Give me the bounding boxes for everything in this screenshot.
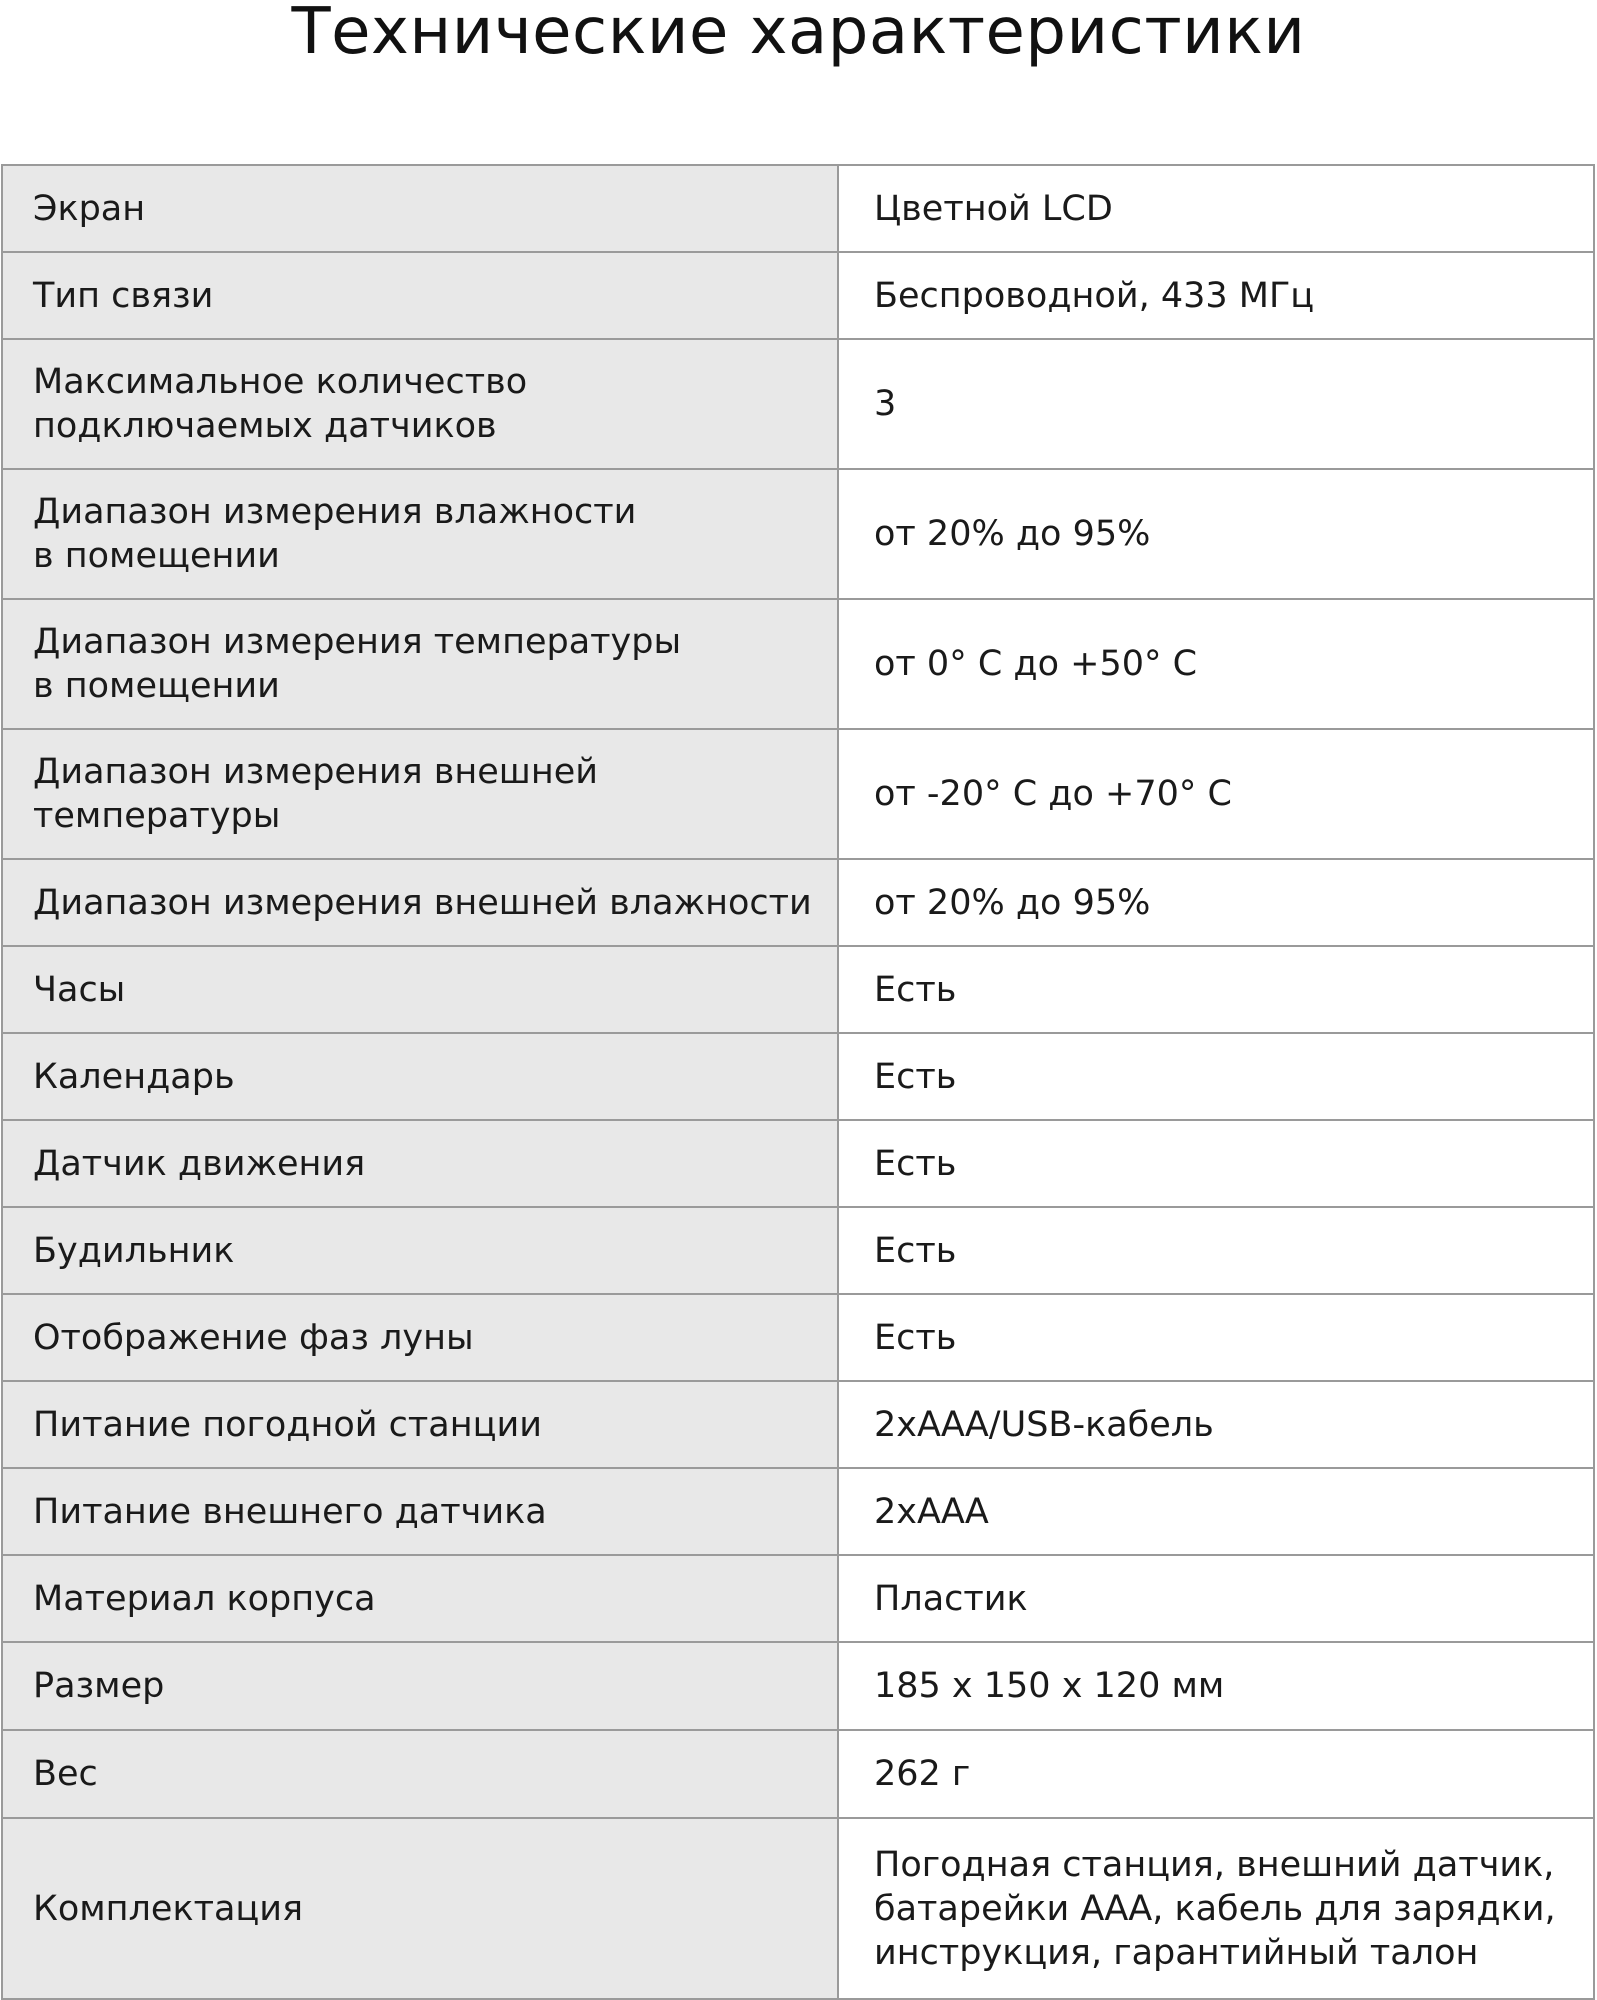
spec-label: Максимальное количество подключаемых датчиков <box>2 339 838 469</box>
spec-label: Вес <box>2 1730 838 1818</box>
spec-label: Материал корпуса <box>2 1555 838 1642</box>
spec-table <box>1 164 1595 2000</box>
spec-label: Размер <box>2 1642 838 1730</box>
spec-label: Часы <box>2 946 838 1033</box>
spec-label: Питание внешнего датчика <box>2 1468 838 1555</box>
table-row <box>2 1120 1594 1207</box>
table-row <box>2 1555 1594 1642</box>
spec-label: Отображение фаз луны <box>2 1294 838 1381</box>
spec-value: 262 г <box>838 1730 1594 1818</box>
table-row <box>2 1381 1594 1468</box>
spec-value: Пластик <box>838 1555 1594 1642</box>
spec-value: Есть <box>838 1294 1594 1381</box>
spec-value: Есть <box>838 1033 1594 1120</box>
table-row <box>2 339 1594 469</box>
spec-value: Беспроводной, 433 МГц <box>838 252 1594 339</box>
spec-value: Есть <box>838 1120 1594 1207</box>
spec-label: Календарь <box>2 1033 838 1120</box>
spec-value: 185 х 150 х 120 мм <box>838 1642 1594 1730</box>
table-row <box>2 599 1594 729</box>
spec-value: Есть <box>838 946 1594 1033</box>
table-row <box>2 1033 1594 1120</box>
spec-value: 2хААА <box>838 1468 1594 1555</box>
spec-label: Питание погодной станции <box>2 1381 838 1468</box>
spec-label: Экран <box>2 165 838 252</box>
spec-value: от 20% до 95% <box>838 859 1594 946</box>
spec-value: Погодная станция, внешний датчик, батарейки ААА, кабель для зарядки, инструкция, гарантийный талон <box>838 1818 1594 1999</box>
spec-label: Диапазон измерения внешней влажности <box>2 859 838 946</box>
spec-value: Цветной LCD <box>838 165 1594 252</box>
table-row <box>2 1818 1594 1999</box>
table-row <box>2 469 1594 599</box>
spec-label: Будильник <box>2 1207 838 1294</box>
table-row <box>2 729 1594 859</box>
spec-value: Есть <box>838 1207 1594 1294</box>
spec-value: от 0° С до +50° С <box>838 599 1594 729</box>
spec-label: Тип связи <box>2 252 838 339</box>
table-row <box>2 859 1594 946</box>
spec-value: от -20° С до +70° С <box>838 729 1594 859</box>
spec-value: от 20% до 95% <box>838 469 1594 599</box>
spec-label: Комплектация <box>2 1818 838 1999</box>
table-row <box>2 946 1594 1033</box>
table-row <box>2 1642 1594 1730</box>
page-title: Технические характеристики <box>291 0 1306 69</box>
spec-label: Диапазон измерения температуры в помещении <box>2 599 838 729</box>
table-row <box>2 165 1594 252</box>
table-row <box>2 1730 1594 1818</box>
table-row <box>2 1207 1594 1294</box>
spec-value: 3 <box>838 339 1594 469</box>
table-row <box>2 1468 1594 1555</box>
spec-label: Датчик движения <box>2 1120 838 1207</box>
table-row <box>2 1294 1594 1381</box>
spec-label: Диапазон измерения влажности в помещении <box>2 469 838 599</box>
spec-label: Диапазон измерения внешней температуры <box>2 729 838 859</box>
spec-value: 2хААА/USB-кабель <box>838 1381 1594 1468</box>
table-row <box>2 252 1594 339</box>
